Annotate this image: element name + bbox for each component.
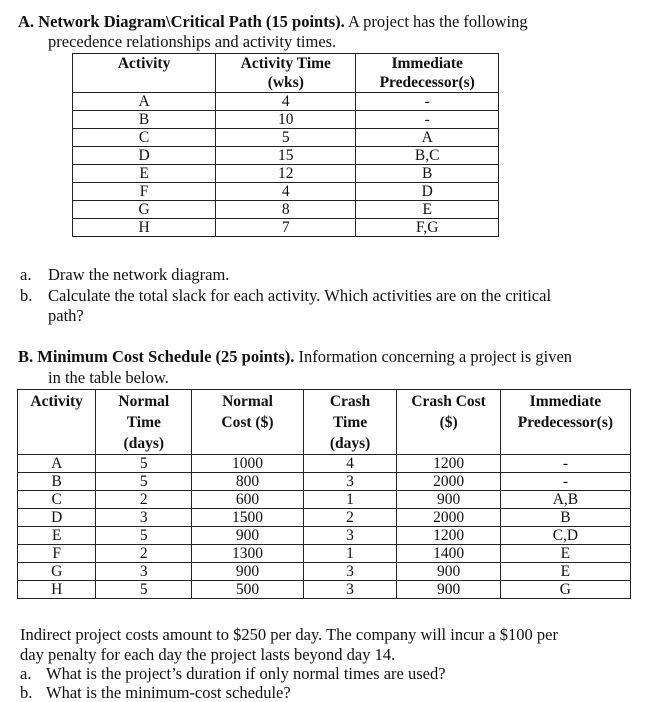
table-cell: 500	[192, 581, 303, 599]
table-cell: 3	[303, 563, 397, 581]
table-row	[18, 509, 631, 527]
table-cell: 4	[216, 93, 356, 111]
table-cell: D	[73, 147, 216, 165]
table-cell: 2	[303, 509, 397, 527]
table-cell: C	[73, 129, 216, 147]
table-cell: 1400	[397, 545, 500, 563]
table-cell: 2	[96, 491, 192, 509]
column-header-crash-cost: Crash Cost ($)	[397, 390, 500, 455]
section-a-question-a	[20, 265, 230, 284]
table-cell: 800	[192, 473, 303, 491]
section-a-intro: A project has the following	[344, 12, 528, 31]
table-cell: 1200	[397, 455, 500, 473]
table-cell: -	[356, 111, 499, 129]
table-row	[18, 455, 631, 473]
table-cell: 1200	[397, 527, 500, 545]
column-header-predecessors: Immediate Predecessor(s)	[356, 54, 499, 93]
table-cell: F	[18, 545, 96, 563]
table-cell: E	[500, 545, 630, 563]
question-text: Draw the network diagram.	[48, 265, 230, 284]
table-cell: H	[73, 219, 216, 237]
table-cell: E	[356, 201, 499, 219]
section-b-question-b	[20, 683, 291, 702]
column-header-activity: Activity	[18, 390, 96, 455]
table-cell: B	[18, 473, 96, 491]
table-row	[73, 219, 499, 237]
table-cell: A	[18, 455, 96, 473]
table-cell: 900	[397, 491, 500, 509]
table-cell: 5	[96, 581, 192, 599]
table-cell: E	[500, 563, 630, 581]
question-text: Calculate the total slack for each activity. Which activities are on the critical	[48, 286, 552, 305]
table-row	[18, 491, 631, 509]
table-cell: 3	[303, 581, 397, 599]
question-text: What is the project’s duration if only normal times are used?	[46, 664, 446, 683]
table-cell: G	[18, 563, 96, 581]
table-row	[18, 527, 631, 545]
table-cell: 5	[96, 455, 192, 473]
question-label: b.	[20, 286, 33, 305]
section-b-intro-line2: in the table below.	[48, 368, 169, 387]
table-cell: D	[18, 509, 96, 527]
table-row	[18, 545, 631, 563]
indirect-costs-line1: Indirect project costs amount to $250 per day. The company will incur a $100 per	[20, 625, 558, 644]
table-cell: 900	[397, 563, 500, 581]
table-cell: A	[73, 93, 216, 111]
cost-schedule-table	[17, 389, 631, 599]
table-row	[73, 183, 499, 201]
column-header-activity-time: Activity Time (wks)	[216, 54, 356, 93]
table-cell: A	[356, 129, 499, 147]
table-cell: 1300	[192, 545, 303, 563]
table-header-row	[18, 390, 631, 455]
table-cell: 5	[216, 129, 356, 147]
table-cell: G	[73, 201, 216, 219]
table-header-row	[73, 54, 499, 93]
table-cell: H	[18, 581, 96, 599]
section-b-heading-line	[18, 347, 572, 366]
question-text: What is the minimum-cost schedule?	[46, 683, 291, 702]
table-row	[73, 147, 499, 165]
table-cell: 8	[216, 201, 356, 219]
table-cell: 900	[192, 527, 303, 545]
table-cell: 12	[216, 165, 356, 183]
question-label: b.	[20, 683, 33, 702]
section-b-intro: Information concerning a project is given	[294, 347, 573, 366]
table-cell: B	[356, 165, 499, 183]
column-header-predecessors: Immediate Predecessor(s)	[500, 390, 630, 455]
table-cell: 3	[96, 563, 192, 581]
section-a-question-b	[20, 286, 552, 305]
table-row	[73, 93, 499, 111]
section-b-title: B. Minimum Cost Schedule (25 points).	[18, 347, 295, 366]
activity-times-table	[72, 53, 499, 237]
table-row	[73, 111, 499, 129]
table-cell: F,G	[356, 219, 499, 237]
indirect-costs-line2: day penalty for each day the project lasts beyond day 14.	[20, 645, 396, 664]
section-b-question-a	[20, 664, 446, 683]
table-cell: C,D	[500, 527, 630, 545]
section-a-heading-line	[18, 12, 528, 31]
column-header-normal-time: Normal Time (days)	[96, 390, 192, 455]
table-cell: B	[500, 509, 630, 527]
question-label: a.	[20, 664, 32, 683]
table-cell: 2000	[397, 473, 500, 491]
table-row	[18, 473, 631, 491]
table-cell: 3	[303, 473, 397, 491]
table-cell: 3	[303, 527, 397, 545]
table-cell: G	[500, 581, 630, 599]
table-cell: 10	[216, 111, 356, 129]
table-cell: -	[500, 455, 630, 473]
table-cell: 7	[216, 219, 356, 237]
table-cell: B,C	[356, 147, 499, 165]
table-cell: 2	[96, 545, 192, 563]
table-cell: A,B	[500, 491, 630, 509]
table-cell: 1500	[192, 509, 303, 527]
table-cell: -	[356, 93, 499, 111]
table-cell: E	[73, 165, 216, 183]
table-cell: -	[500, 473, 630, 491]
table-cell: B	[73, 111, 216, 129]
section-a-title: A. Network Diagram\Critical Path (15 points).	[18, 12, 345, 31]
table-row	[73, 129, 499, 147]
table-row	[73, 165, 499, 183]
table-row	[18, 563, 631, 581]
section-a-intro-line2: precedence relationships and activity times.	[48, 32, 337, 51]
table-cell: 2000	[397, 509, 500, 527]
table-cell: 4	[216, 183, 356, 201]
section-a-question-b-line2: path?	[48, 306, 84, 325]
table-cell: 15	[216, 147, 356, 165]
table-cell: 1	[303, 545, 397, 563]
table-row	[18, 581, 631, 599]
table-cell: 3	[96, 509, 192, 527]
table-cell: 1000	[192, 455, 303, 473]
table-cell: 4	[303, 455, 397, 473]
table-cell: 600	[192, 491, 303, 509]
table-cell: 1	[303, 491, 397, 509]
table-cell: 5	[96, 527, 192, 545]
column-header-crash-time: Crash Time (days)	[303, 390, 397, 455]
question-label: a.	[20, 265, 32, 284]
table-cell: 5	[96, 473, 192, 491]
column-header-activity: Activity	[73, 54, 216, 93]
table-cell: C	[18, 491, 96, 509]
table-cell: E	[18, 527, 96, 545]
table-cell: D	[356, 183, 499, 201]
table-cell: 900	[192, 563, 303, 581]
column-header-normal-cost: Normal Cost ($)	[192, 390, 303, 455]
table-cell: F	[73, 183, 216, 201]
table-cell: 900	[397, 581, 500, 599]
table-row	[73, 201, 499, 219]
